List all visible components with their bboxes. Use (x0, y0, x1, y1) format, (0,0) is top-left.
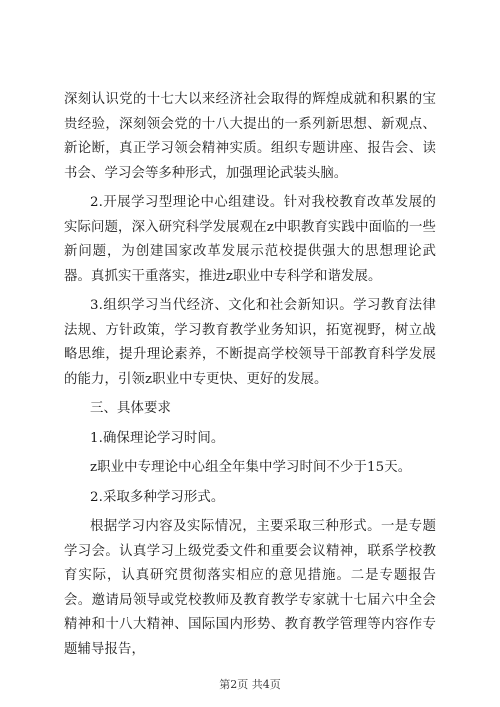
paragraph-2: 2.开展学习型理论中心组建设。针对我校教育改革发展的实际问题，深入研究科学发展观在z中职教育实践中面临的一些新问题，为创建国家改革发展示范校提供强大的思想理论武器。真抓实干重落实，推进z职业中专科学和谐发展。 (64, 195, 436, 284)
section-heading: 三、具体要求 (90, 401, 171, 416)
paragraph-5: 1.确保理论学习时间。 (90, 430, 225, 446)
paragraph-6: z职业中专理论中心组全年集中学习时间不少于15天。 (90, 460, 412, 475)
paragraph-7: 2.采取多种学习形式。 (90, 489, 225, 505)
paragraph-1: 深刻认识党的十七大以来经济社会取得的辉煌成就和积累的宝贵经验，深刻领会党的十八大提出的一系列新思想、新观点、新论断，真正学习领会精神实质。组织专题讲座、报告会、读书会、学习会等多种形式，加强理论武装头脑。 (64, 92, 436, 181)
paragraph-8: 根据学习内容及实际情况，主要采取三种形式。一是专题学习会。认真学习上级党委文件和重要会议精神，联系学校教育实际，认真研究贯彻落实相应的意见措施。二是专题报告会。邀请局领导或党校教师及教育教学专家就十七届六中全会精神和十八大精神、国际国内形势、教育教学管理等内容作专题辅导报告， (64, 519, 436, 657)
document-body (64, 88, 436, 667)
page-footer: 第2页 共4页 (219, 678, 281, 691)
paragraph-3: 3.组织学习当代经济、文化和社会新知识。学习教育法律法规、方针政策，学习教育教学业务知识，拓宽视野，树立战略思维，提升理论素养，不断提高学校领导干部教育科学发展的能力，引领z职业中专更快、更好的发展。 (64, 298, 436, 387)
